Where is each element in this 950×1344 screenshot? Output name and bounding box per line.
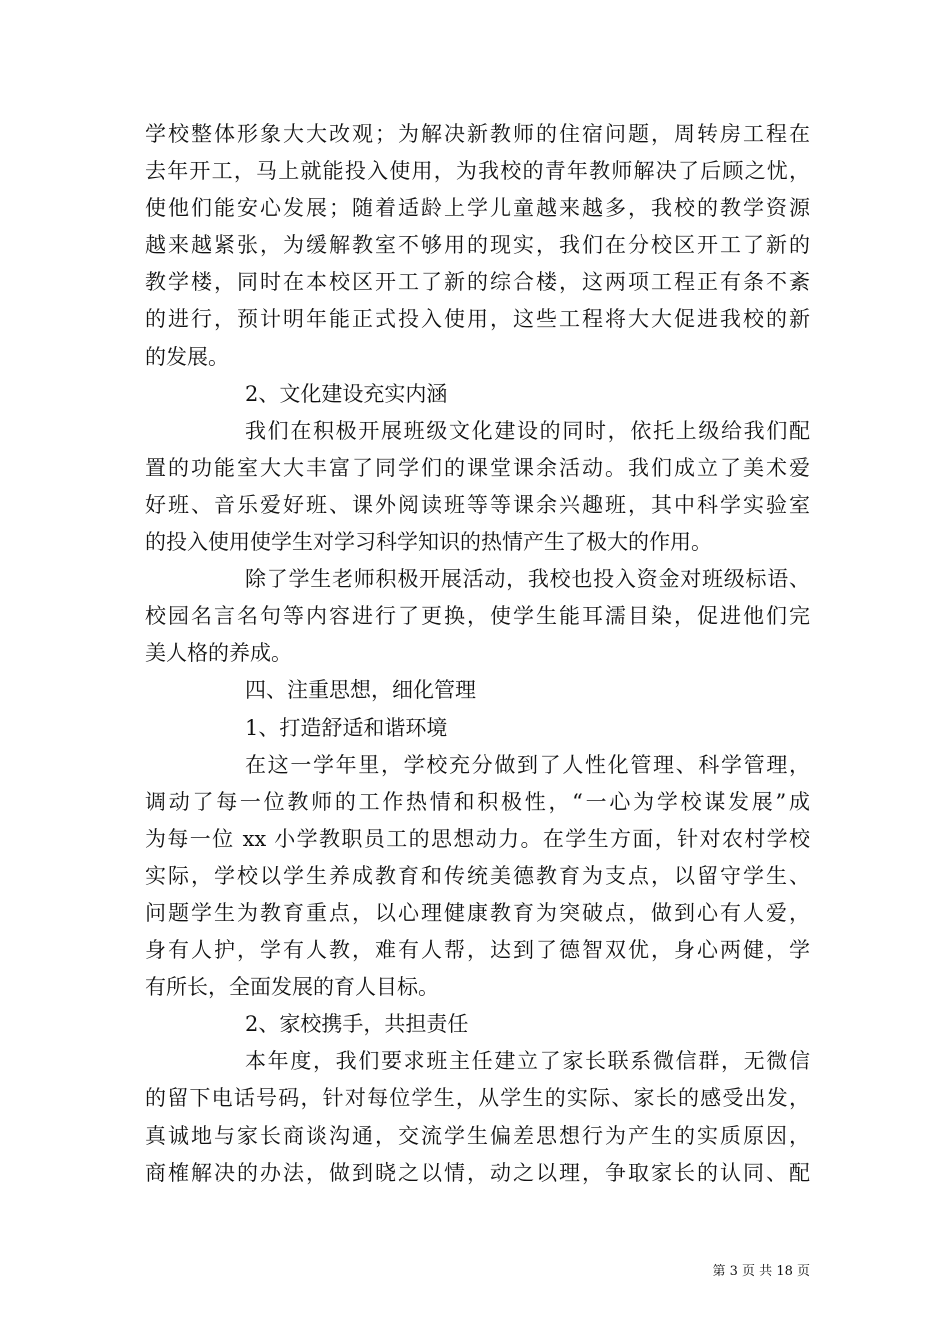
page-number: 第 3 页 共 18 页: [712, 1264, 810, 1279]
text-line: 越来越紧张，为缓解教室不够用的现实，我们在分校区开工了新的: [145, 233, 810, 258]
text-line: 问题学生为教育重点，以心理健康教育为突破点，做到心有人爱，: [145, 900, 810, 925]
text-line: 在这一学年里，学校充分做到了人性化管理、科学管理，: [245, 752, 810, 777]
text-line: 教学楼，同时在本校区开工了新的综合楼，这两项工程正有条不紊: [145, 270, 810, 295]
text-line: 商榷解决的办法，做到晓之以情，动之以理，争取家长的认同、配: [145, 1160, 810, 1185]
text-line: 为每一位 xx 小学教职员工的思想动力。在学生方面，针对农村学校: [145, 826, 810, 851]
text-line: 实际，学校以学生养成教育和传统美德教育为支点，以留守学生、: [145, 863, 810, 888]
text-line: 真诚地与家长商谈沟通，交流学生偏差思想行为产生的实质原因，: [145, 1123, 810, 1148]
text-line: 好班、音乐爱好班、课外阅读班等等课余兴趣班，其中科学实验室: [145, 492, 810, 517]
text-line: 的投入使用使学生对学习科学知识的热情产生了极大的作用。: [145, 530, 712, 555]
text-line: 的留下电话号码，针对每位学生，从学生的实际、家长的感受出发，: [145, 1086, 810, 1111]
text-line: 置的功能室大大丰富了同学们的课堂课余活动。我们成立了美术爱: [145, 455, 810, 480]
text-line: 身有人护，学有人教，难有人帮，达到了德智双优，身心两健，学: [145, 938, 810, 963]
text-line: 的发展。: [145, 344, 229, 369]
text-line: 我们在积极开展班级文化建设的同时，依托上级给我们配: [245, 418, 810, 443]
text-line: 使他们能安心发展；随着适龄上学儿童越来越多，我校的教学资源: [145, 196, 810, 221]
text-line: 除了学生老师积极开展活动，我校也投入资金对班级标语、: [245, 567, 810, 592]
text-line: 本年度，我们要求班主任建立了家长联系微信群，无微信: [245, 1049, 810, 1074]
section-heading: 1、打造舒适和谐环境: [245, 715, 448, 740]
section-heading: 2、家校携手，共担责任: [245, 1012, 469, 1037]
body-text: [145, 116, 810, 1192]
section-heading: 2、文化建设充实内涵: [245, 381, 448, 406]
text-line: 去年开工，马上就能投入使用，为我校的青年教师解决了后顾之忧，: [145, 159, 810, 184]
text-line: 调动了每一位教师的工作热情和积极性，“一心为学校谋发展”成: [145, 789, 810, 814]
section-heading: 四、注重思想，细化管理: [245, 678, 476, 703]
text-line: 美人格的养成。: [145, 641, 292, 666]
text-line: 校园名言名句等内容进行了更换，使学生能耳濡目染，促进他们完: [145, 604, 810, 629]
text-line: 学校整体形象大大改观；为解决新教师的住宿问题，周转房工程在: [145, 122, 810, 146]
text-line: 的进行，预计明年能正式投入使用，这些工程将大大促进我校的新: [145, 307, 810, 332]
text-line: 有所长，全面发展的育人目标。: [145, 975, 439, 1000]
